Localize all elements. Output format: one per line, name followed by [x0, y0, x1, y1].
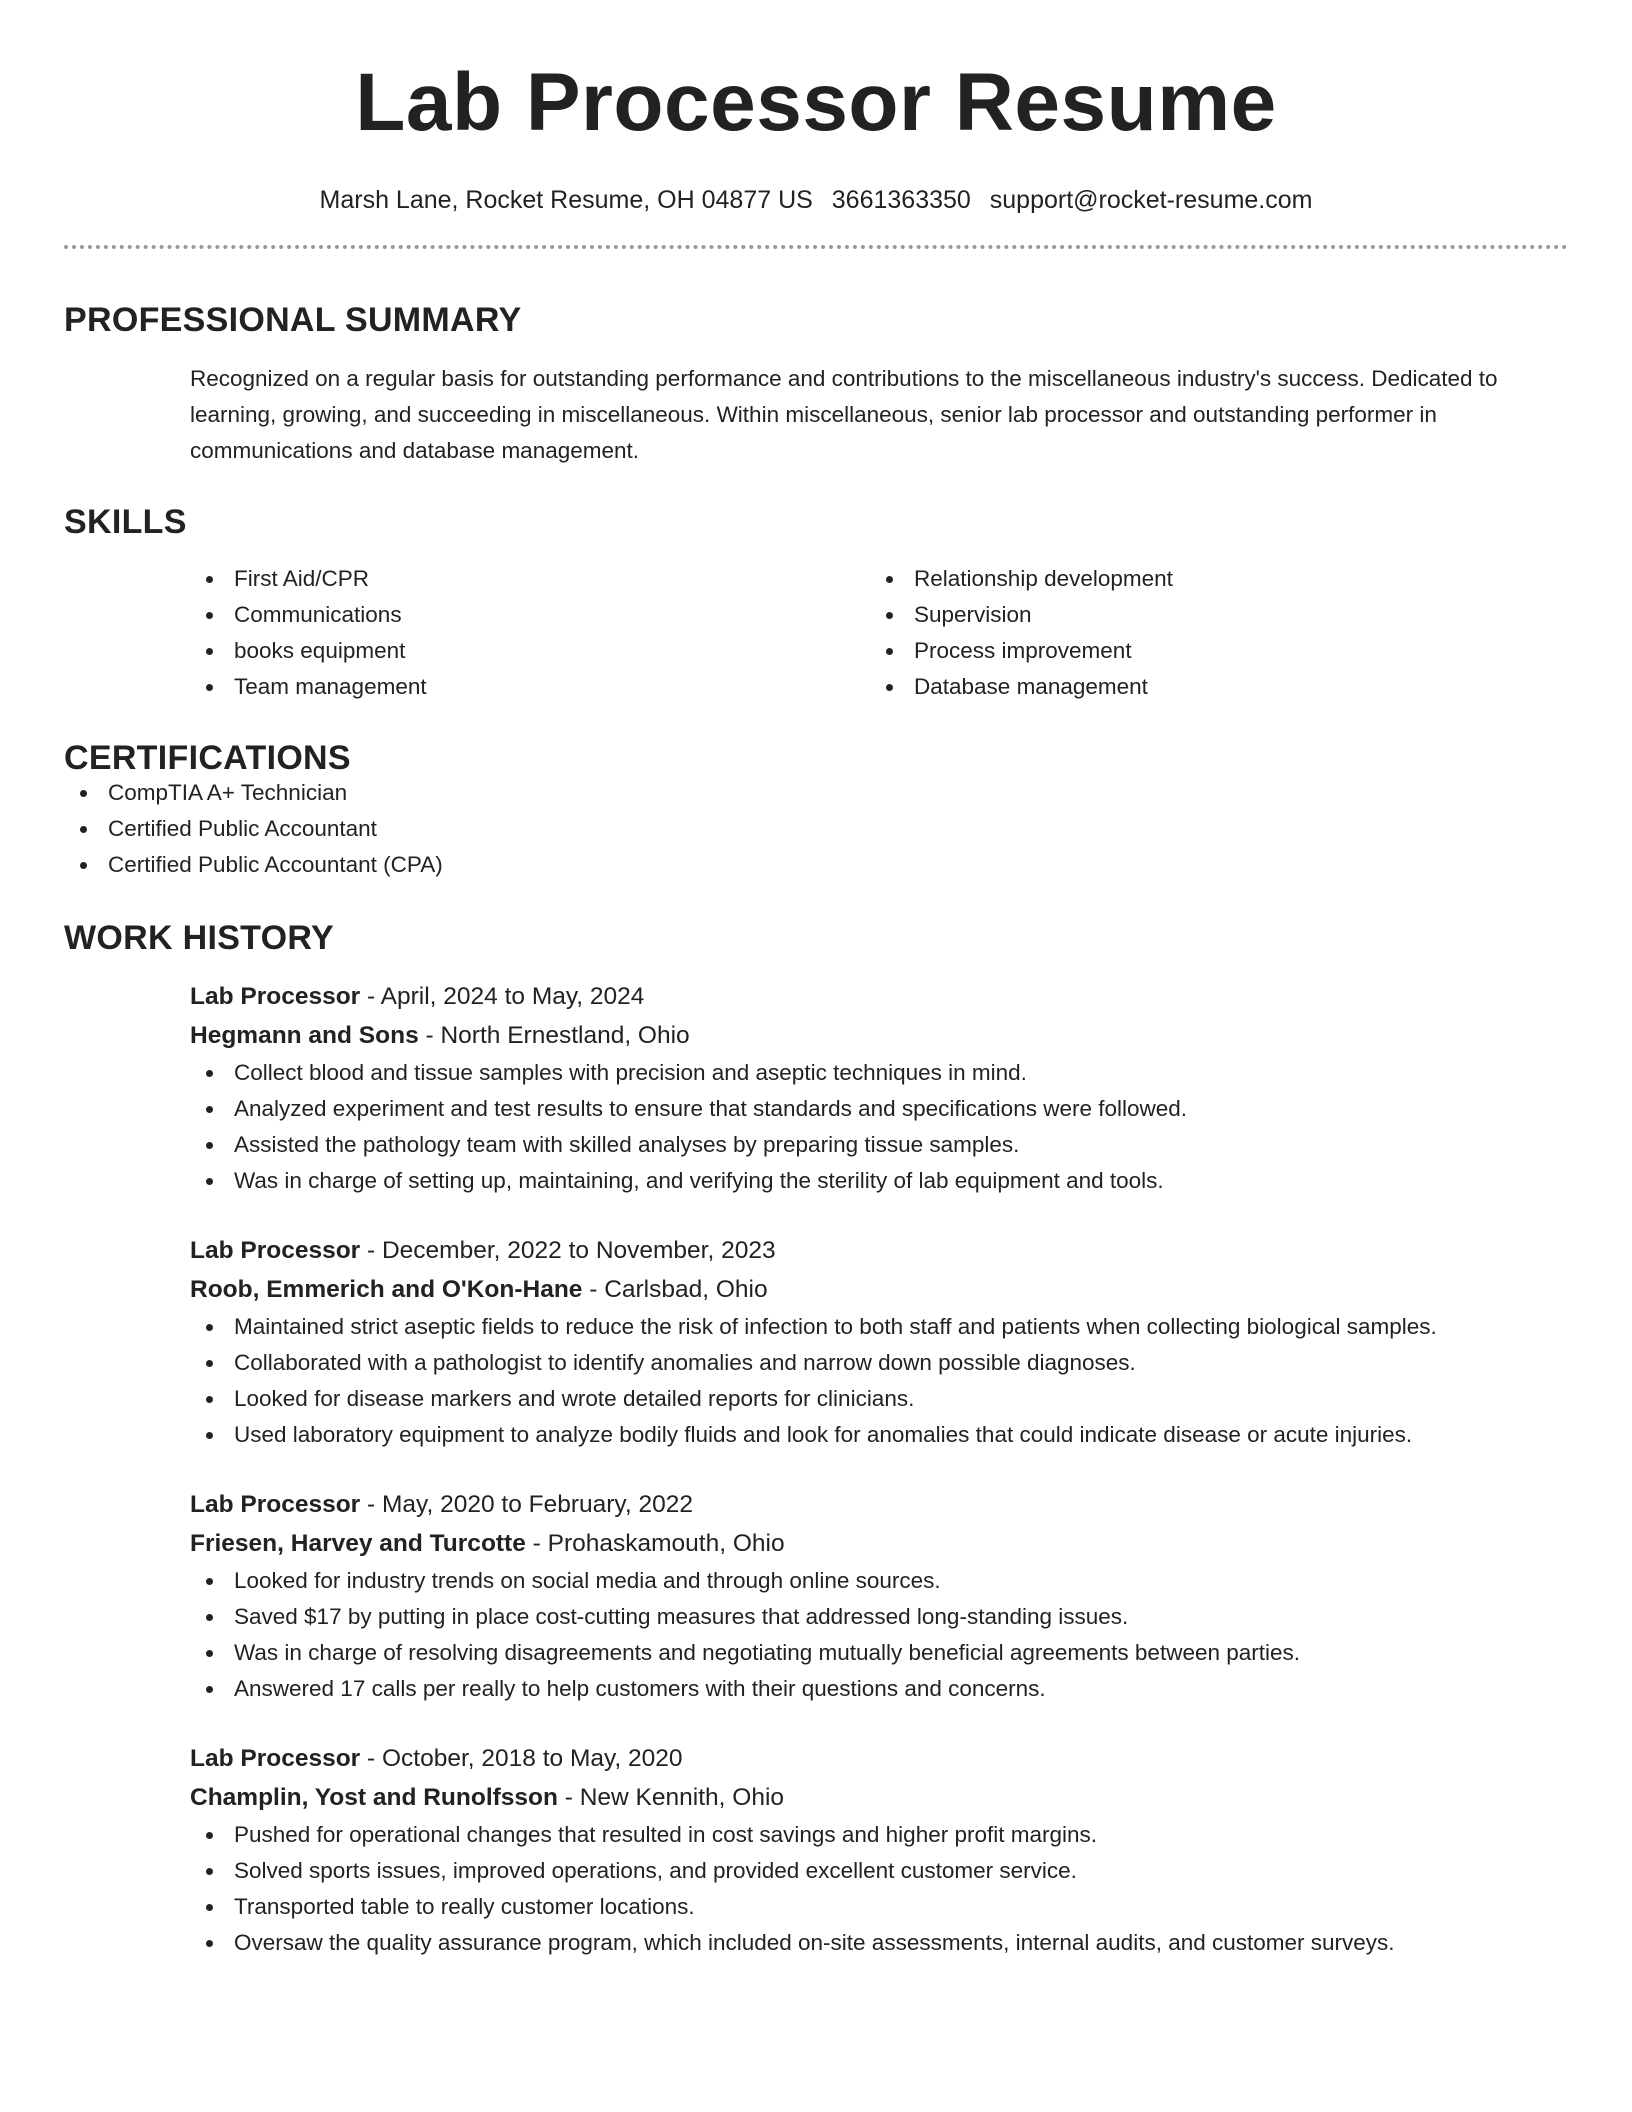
- job-bullets: [190, 1309, 1568, 1453]
- bullet-icon: [886, 612, 893, 619]
- list-item: Looked for disease markers and wrote detailed reports for clinicians.: [190, 1381, 1568, 1417]
- job-company-line: [190, 1778, 1568, 1817]
- skills-grid: [190, 561, 1568, 705]
- summary-heading: PROFESSIONAL SUMMARY: [64, 301, 522, 339]
- bullet-icon: [206, 1106, 213, 1113]
- job-title-line: [190, 1739, 1568, 1778]
- bullet-icon: [80, 826, 87, 833]
- job-dates: - October, 2018 to May, 2020: [360, 1745, 683, 1772]
- bullet-icon: [886, 648, 893, 655]
- resume-title: Lab Processor Resume: [355, 57, 1277, 148]
- bullet-icon: [206, 576, 213, 583]
- bullet-icon: [886, 576, 893, 583]
- job-location: - North Ernestland, Ohio: [418, 1022, 690, 1049]
- skills-section: [64, 505, 1568, 705]
- job-bullets: [190, 1055, 1568, 1199]
- job-title-line: [190, 1231, 1568, 1270]
- contact-phone: 3661363350: [831, 186, 971, 214]
- bullet-icon: [206, 1142, 213, 1149]
- bullet-icon: [206, 1904, 213, 1911]
- job-location: - New Kennith, Ohio: [557, 1784, 785, 1811]
- list-item: Oversaw the quality assurance program, which included on-site assessments, internal audits, and customer surveys.: [190, 1925, 1568, 1961]
- list-item: Answered 17 calls per really to help customers with their questions and concerns.: [190, 1671, 1568, 1707]
- list-item: Certified Public Accountant: [64, 811, 1568, 847]
- skills-heading: SKILLS: [64, 503, 187, 541]
- list-item: Solved sports issues, improved operations, and provided excellent customer service.: [190, 1853, 1568, 1889]
- list-item: Assisted the pathology team with skilled analyses by preparing tissue samples.: [190, 1127, 1568, 1163]
- list-item: Used laboratory equipment to analyze bodily fluids and look for anomalies that could indicate disease or acute injuries.: [190, 1417, 1568, 1453]
- bullet-icon: [206, 684, 213, 691]
- work-history-section: [64, 921, 1568, 1961]
- bullet-icon: [80, 790, 87, 797]
- job-entry: [190, 977, 1568, 1199]
- list-item: Transported table to really customer locations.: [190, 1889, 1568, 1925]
- work-history-heading: WORK HISTORY: [64, 919, 334, 957]
- job-title-line: [190, 977, 1568, 1016]
- list-item: Team management: [190, 669, 870, 705]
- list-item: Looked for industry trends on social media and through online sources.: [190, 1563, 1568, 1599]
- job-company-line: [190, 1016, 1568, 1055]
- bullet-icon: [206, 1940, 213, 1947]
- job-dates: - April, 2024 to May, 2024: [360, 983, 645, 1010]
- certifications-list: [64, 775, 1568, 883]
- job-company: Roob, Emmerich and O'Kon-Hane: [190, 1276, 583, 1303]
- summary-section: [64, 303, 1568, 469]
- list-item: First Aid/CPR: [190, 561, 870, 597]
- bullet-icon: [206, 1324, 213, 1331]
- skills-list-left: [190, 561, 870, 705]
- job-title-line: [190, 1485, 1568, 1524]
- job-title: Lab Processor: [190, 1745, 361, 1772]
- job-dates: - May, 2020 to February, 2022: [360, 1491, 693, 1518]
- job-company-line: [190, 1270, 1568, 1309]
- list-item: Database management: [870, 669, 1550, 705]
- job-location: - Prohaskamouth, Ohio: [525, 1530, 785, 1557]
- bullet-icon: [206, 1396, 213, 1403]
- job-title: Lab Processor: [190, 1237, 361, 1264]
- bullet-icon: [206, 1832, 213, 1839]
- bullet-icon: [206, 1178, 213, 1185]
- list-item: CompTIA A+ Technician: [64, 775, 1568, 811]
- summary-text: Recognized on a regular basis for outstanding performance and contributions to the miscellaneous industry's success. Dedicated to learning, growing, and succeeding in miscellaneous. Within miscellaneous, senior lab processor and outstanding performer in communications and database management.: [190, 366, 1498, 463]
- bullet-icon: [206, 1360, 213, 1367]
- job-entry: [190, 1485, 1568, 1707]
- job-entry: [190, 1231, 1568, 1453]
- bullet-icon: [206, 1868, 213, 1875]
- list-item: Relationship development: [870, 561, 1550, 597]
- list-item: Was in charge of setting up, maintaining, and verifying the sterility of lab equipment and tools.: [190, 1163, 1568, 1199]
- job-location: - Carlsbad, Ohio: [582, 1276, 768, 1303]
- bullet-icon: [206, 1578, 213, 1585]
- bullet-icon: [206, 612, 213, 619]
- job-bullets: [190, 1817, 1568, 1961]
- list-item: Analyzed experiment and test results to ensure that standards and specifications were followed.: [190, 1091, 1568, 1127]
- bullet-icon: [886, 684, 893, 691]
- bullet-icon: [206, 1650, 213, 1657]
- job-title: Lab Processor: [190, 983, 361, 1010]
- bullet-icon: [206, 1686, 213, 1693]
- list-item: Supervision: [870, 597, 1550, 633]
- contact-address: Marsh Lane, Rocket Resume, OH 04877 US: [319, 186, 813, 214]
- list-item: Maintained strict aseptic fields to reduce the risk of infection to both staff and patients when collecting biological samples.: [190, 1309, 1568, 1345]
- job-company: Hegmann and Sons: [190, 1022, 419, 1049]
- list-item: Communications: [190, 597, 870, 633]
- contact-line: [64, 188, 1568, 213]
- bullet-icon: [206, 648, 213, 655]
- bullet-icon: [206, 1432, 213, 1439]
- list-item: Saved $17 by putting in place cost-cutting measures that addressed long-standing issues.: [190, 1599, 1568, 1635]
- bullet-icon: [206, 1070, 213, 1077]
- bullet-icon: [206, 1614, 213, 1621]
- list-item: Certified Public Accountant (CPA): [64, 847, 1568, 883]
- bullet-icon: [80, 862, 87, 869]
- list-item: Was in charge of resolving disagreements and negotiating mutually beneficial agreements between parties.: [190, 1635, 1568, 1671]
- certifications-heading: CERTIFICATIONS: [64, 739, 351, 777]
- header-divider: [64, 245, 1568, 249]
- skills-list-right: [870, 561, 1550, 705]
- job-bullets: [190, 1563, 1568, 1707]
- list-item: Collect blood and tissue samples with precision and aseptic techniques in mind.: [190, 1055, 1568, 1091]
- job-company: Friesen, Harvey and Turcotte: [190, 1530, 526, 1557]
- job-company: Champlin, Yost and Runolfsson: [190, 1784, 558, 1811]
- list-item: Pushed for operational changes that resulted in cost savings and higher profit margins.: [190, 1817, 1568, 1853]
- certifications-section: [64, 741, 1568, 883]
- list-item: Process improvement: [870, 633, 1550, 669]
- list-item: Collaborated with a pathologist to identify anomalies and narrow down possible diagnoses.: [190, 1345, 1568, 1381]
- list-item: books equipment: [190, 633, 870, 669]
- contact-email: support@rocket-resume.com: [989, 186, 1313, 214]
- job-entry: [190, 1739, 1568, 1961]
- job-dates: - December, 2022 to November, 2023: [360, 1237, 776, 1264]
- job-title: Lab Processor: [190, 1491, 361, 1518]
- job-company-line: [190, 1524, 1568, 1563]
